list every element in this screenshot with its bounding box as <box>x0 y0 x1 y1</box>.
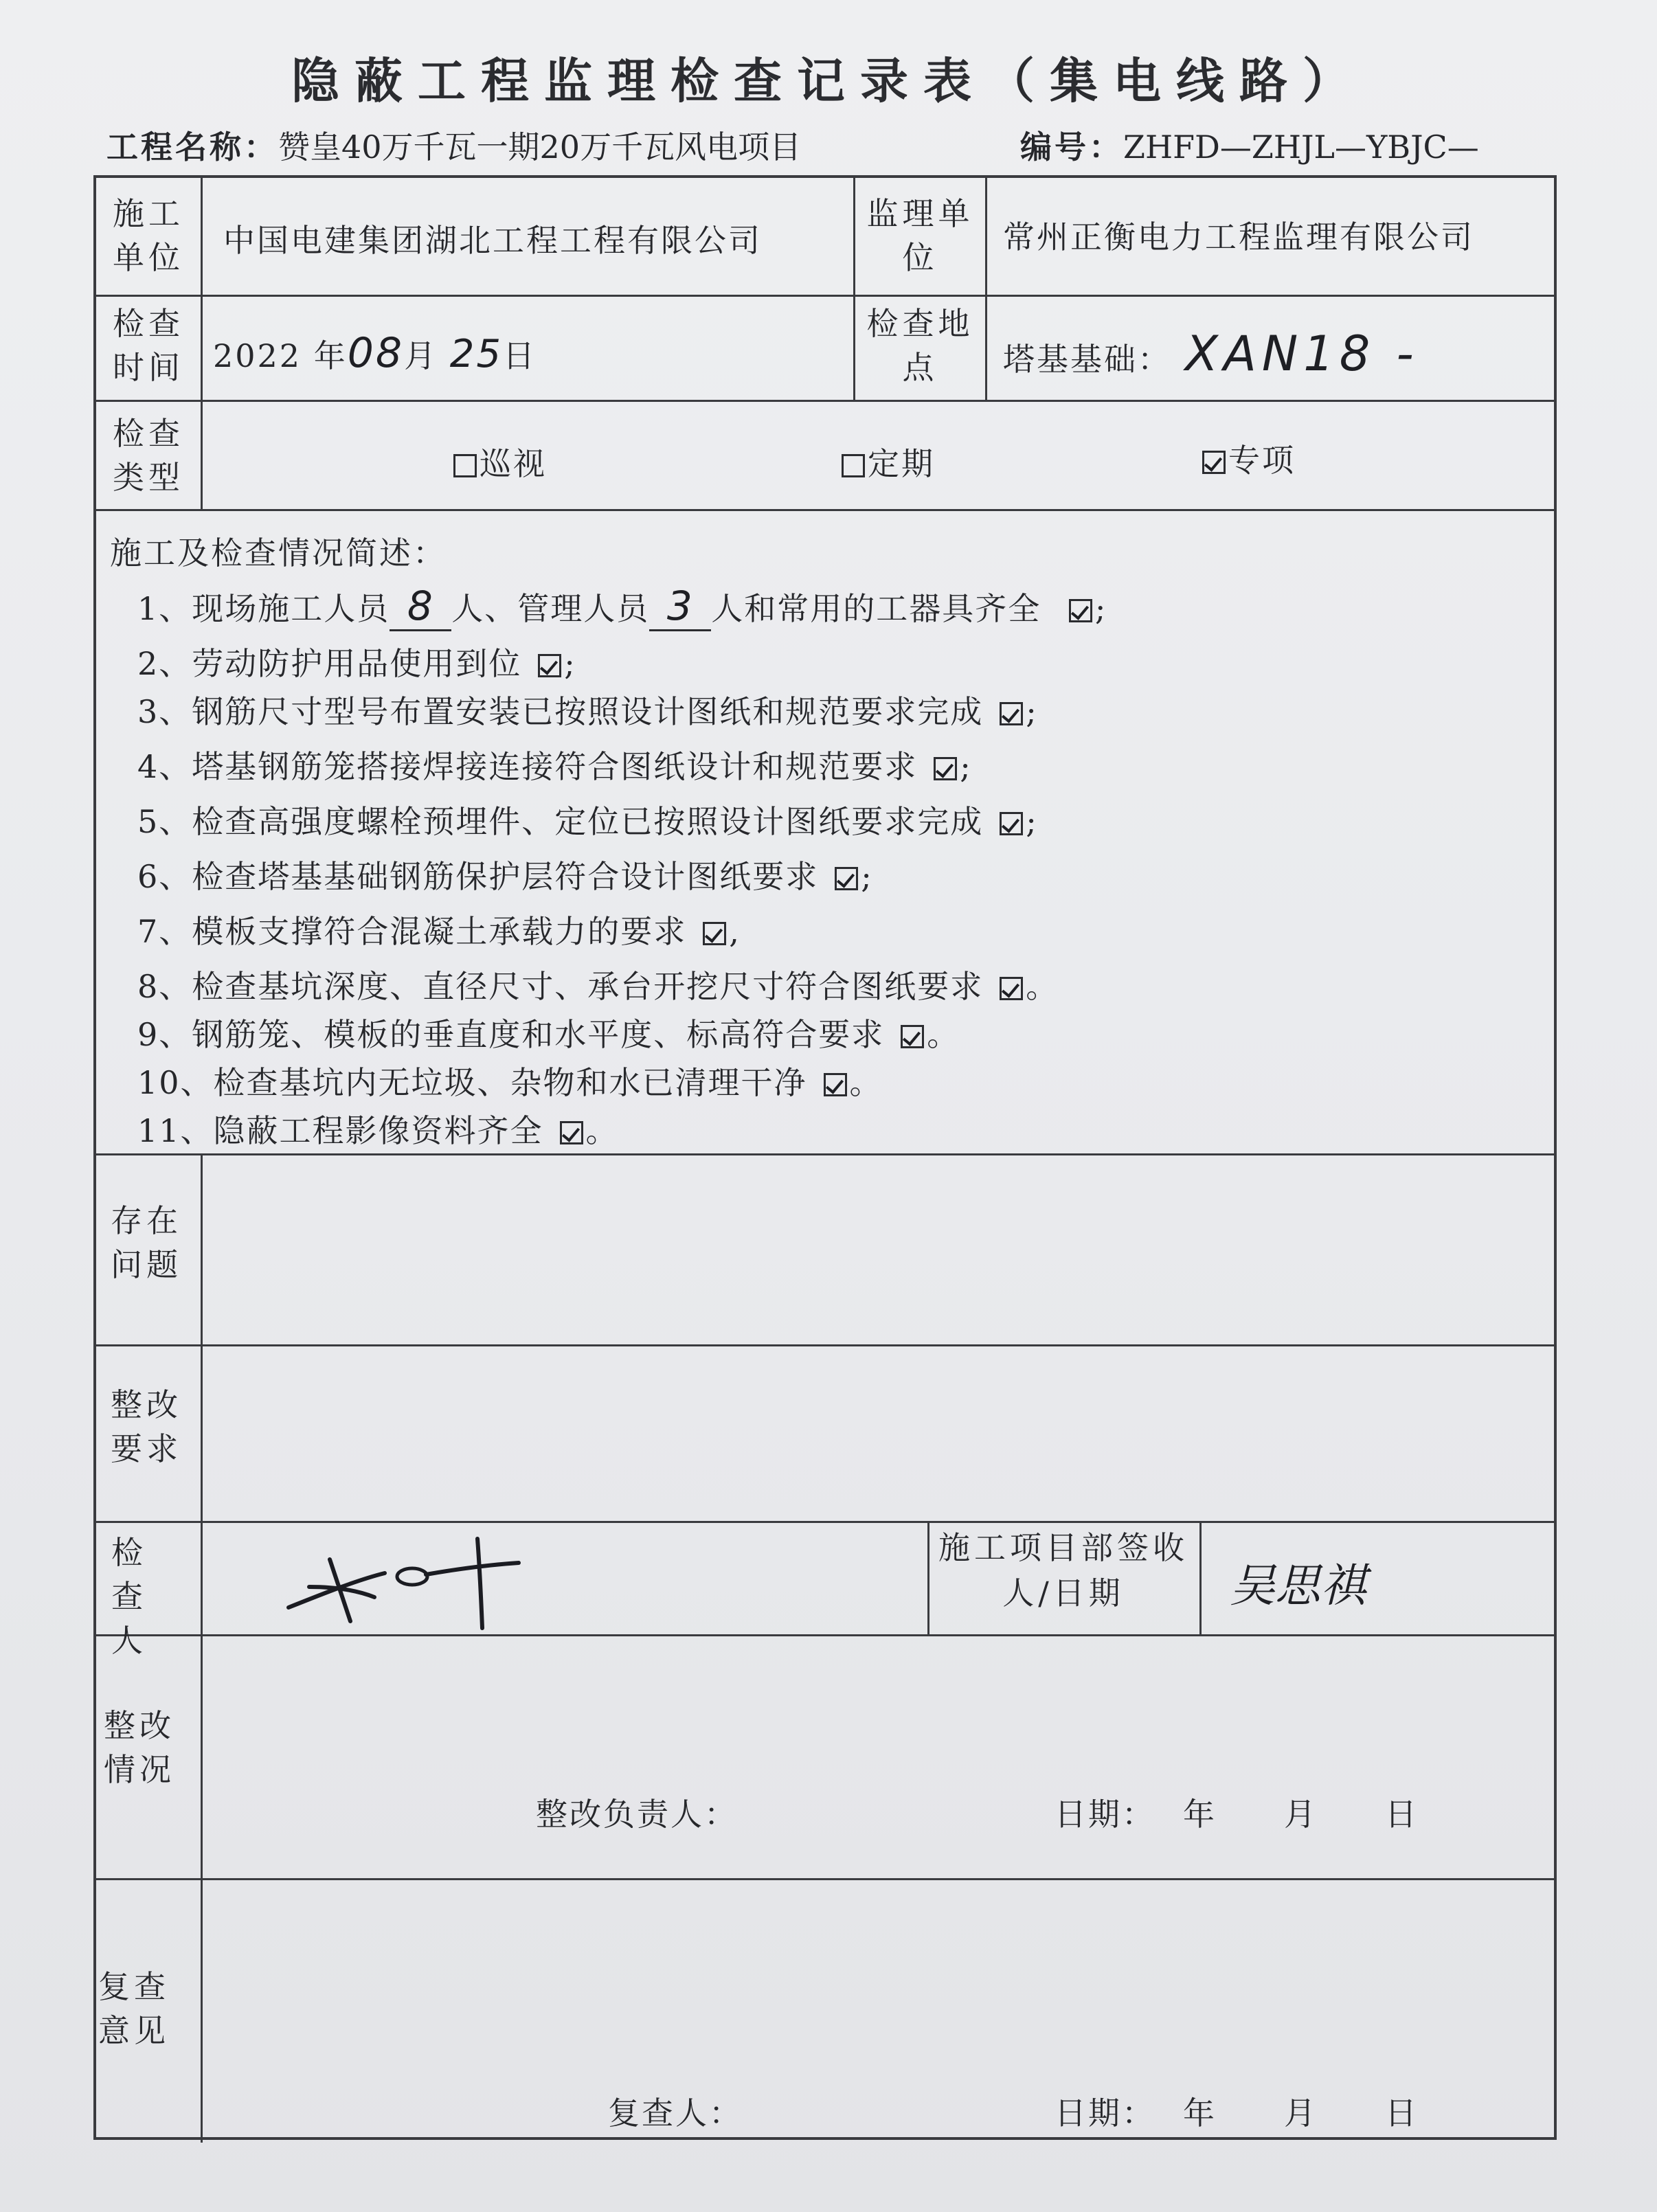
checkbox[interactable] <box>842 454 865 477</box>
checkbox-checked[interactable] <box>1000 977 1023 1000</box>
rule <box>985 178 987 400</box>
construction-unit-label: 施工单位 <box>113 195 184 276</box>
review-opinion-label: 复查意见 <box>98 1968 170 2049</box>
type-option-label: 定期 <box>868 445 935 482</box>
item-text: 6、检查塔基基础钢筋保护层符合设计图纸要求 <box>137 858 819 895</box>
item-text: 4、塔基钢筋笼搭接焊接连接符合图纸设计和规范要求 <box>137 748 918 785</box>
inspection-place <box>1003 326 1419 382</box>
rule <box>96 1878 1554 1880</box>
place-value: XAN18 - <box>1185 326 1419 382</box>
inspector-label: 检查人 <box>111 1534 147 1659</box>
date-month-unit: 月 <box>404 337 438 374</box>
inspection-place-label: 检查地点 <box>866 305 974 386</box>
checkbox-checked[interactable] <box>835 867 858 890</box>
worker-count: 8 <box>390 583 451 631</box>
checkbox-checked[interactable] <box>901 1025 924 1048</box>
inspection-date <box>213 329 537 377</box>
inspection-time-label: 检查时间 <box>113 305 184 386</box>
rectify-status-label: 整改情况 <box>104 1707 175 1788</box>
rule <box>201 1153 203 2143</box>
checkbox-checked[interactable] <box>1000 812 1023 835</box>
serial-number-value: ZHFD—ZHJL—YBJC— <box>1123 128 1479 166</box>
checkbox-checked[interactable] <box>1202 451 1226 474</box>
item1-mid: 人、管理人员 <box>451 590 650 627</box>
rule <box>96 295 1554 297</box>
checkbox-checked[interactable] <box>824 1073 847 1096</box>
date-year: 2022 年 <box>213 337 348 374</box>
construction-unit-value: 中国电建集团湖北工程工程有限公司 <box>223 222 762 259</box>
serial-number <box>1020 122 1479 168</box>
summary-item-7 <box>137 907 741 952</box>
type-option-periodic[interactable] <box>842 439 935 484</box>
problems-label: 存在问题 <box>111 1202 182 1283</box>
item-text: 3、钢筋尺寸型号布置安装已按照设计图纸和规范要求完成 <box>137 693 984 730</box>
receiver-label: 施工项目部签收人/日期 <box>938 1529 1188 1612</box>
review-date <box>1055 2088 1419 2134</box>
item1-prefix: 1、现场施工人员 <box>137 590 390 627</box>
type-option-special[interactable] <box>1202 436 1296 481</box>
rule <box>96 1521 1554 1523</box>
checkbox-checked[interactable] <box>560 1121 583 1144</box>
item-text: 8、检查基坑深度、直径尺寸、承台开挖尺寸符合图纸要求 <box>137 968 984 1005</box>
summary-item-2 <box>137 639 576 684</box>
summary-item-1 <box>137 583 1107 631</box>
date-label: 日期： <box>1055 2095 1156 2132</box>
page-title: 隐蔽工程监理检查记录表（集电线路） <box>291 52 1366 109</box>
checkbox-checked[interactable] <box>1069 599 1092 622</box>
rule <box>96 400 1554 402</box>
item-text: 2、劳动防护用品使用到位 <box>137 645 522 682</box>
rectify-date <box>1055 1790 1419 1835</box>
date-day-unit: 日 <box>502 337 537 374</box>
checkbox-checked[interactable] <box>1000 702 1023 725</box>
item-end: ; <box>1026 693 1038 730</box>
item-end: , <box>729 913 741 950</box>
rule <box>96 509 1554 511</box>
item1-suffix: 人和常用的工器具齐全 <box>711 590 1041 627</box>
date-blank: 年 月 日 <box>1183 2095 1419 2132</box>
manager-count: 3 <box>649 583 711 631</box>
rectify-person-label: 整改负责人： <box>536 1796 738 1833</box>
checkbox-checked[interactable] <box>703 922 726 945</box>
item-end: 。 <box>927 1016 960 1053</box>
summary-item-10 <box>137 1058 883 1103</box>
place-prefix: 塔基基础： <box>1003 341 1171 378</box>
date-month-value: 08 <box>347 329 405 377</box>
reviewer-label: 复查人： <box>608 2095 743 2132</box>
type-option-label: 巡视 <box>480 445 547 482</box>
item-text: 7、模板支撑符合混凝土承载力的要求 <box>137 913 687 950</box>
summary-item-4 <box>137 742 972 787</box>
rule <box>96 1153 1554 1155</box>
checkbox-checked[interactable] <box>538 654 561 677</box>
summary-item-3 <box>137 687 1038 732</box>
record-table <box>93 175 1557 2140</box>
type-option-patrol[interactable] <box>453 439 547 484</box>
date-day-value: 25 <box>449 332 503 376</box>
item-end: 。 <box>1026 968 1059 1005</box>
item-text: 5、检查高强度螺栓预埋件、定位已按照设计图纸要求完成 <box>137 803 984 840</box>
item-end: ; <box>960 748 972 785</box>
summary-heading: 施工及检查情况简述： <box>110 534 447 572</box>
inspector-signature <box>282 1532 529 1635</box>
item-end: ; <box>1026 803 1038 840</box>
summary-item-8 <box>137 962 1059 1007</box>
checkbox[interactable] <box>453 454 477 477</box>
summary-item-6 <box>137 852 873 897</box>
project-header <box>106 122 1583 170</box>
project-name-label: 工程名称： <box>106 128 278 166</box>
item-end: 。 <box>585 1112 619 1149</box>
item-end: ; <box>1094 590 1107 627</box>
item-text: 11、隐蔽工程影像资料齐全 <box>137 1112 543 1149</box>
project-name-value: 赞皇40万千瓦一期20万千瓦风电项目 <box>278 128 802 166</box>
rectify-requirement-label: 整改要求 <box>111 1386 182 1467</box>
date-blank: 年 月 日 <box>1183 1796 1419 1833</box>
receiver-signature: 吴思祺 <box>1230 1559 1366 1612</box>
item-end: ; <box>861 858 873 895</box>
rule <box>96 1344 1554 1346</box>
serial-number-label: 编号： <box>1020 128 1123 166</box>
summary-item-11 <box>137 1106 619 1151</box>
supervision-unit-label: 监理单位 <box>866 195 974 276</box>
rule <box>201 178 203 509</box>
item-text: 9、钢筋笼、模板的垂直度和水平度、标高符合要求 <box>137 1016 885 1053</box>
summary-item-9 <box>137 1010 960 1055</box>
summary-item-5 <box>137 797 1038 842</box>
item-end: 。 <box>849 1064 883 1101</box>
type-option-label: 专项 <box>1228 442 1296 479</box>
item-text: 10、检查基坑内无垃圾、杂物和水已清理干净 <box>137 1064 807 1101</box>
supervision-unit-value: 常州正衡电力工程监理有限公司 <box>1003 218 1474 256</box>
date-label: 日期： <box>1055 1796 1156 1833</box>
rule <box>1199 1521 1202 1634</box>
inspection-type-label: 检查类型 <box>113 415 184 496</box>
checkbox-checked[interactable] <box>934 757 957 780</box>
item-end: ; <box>564 645 576 682</box>
